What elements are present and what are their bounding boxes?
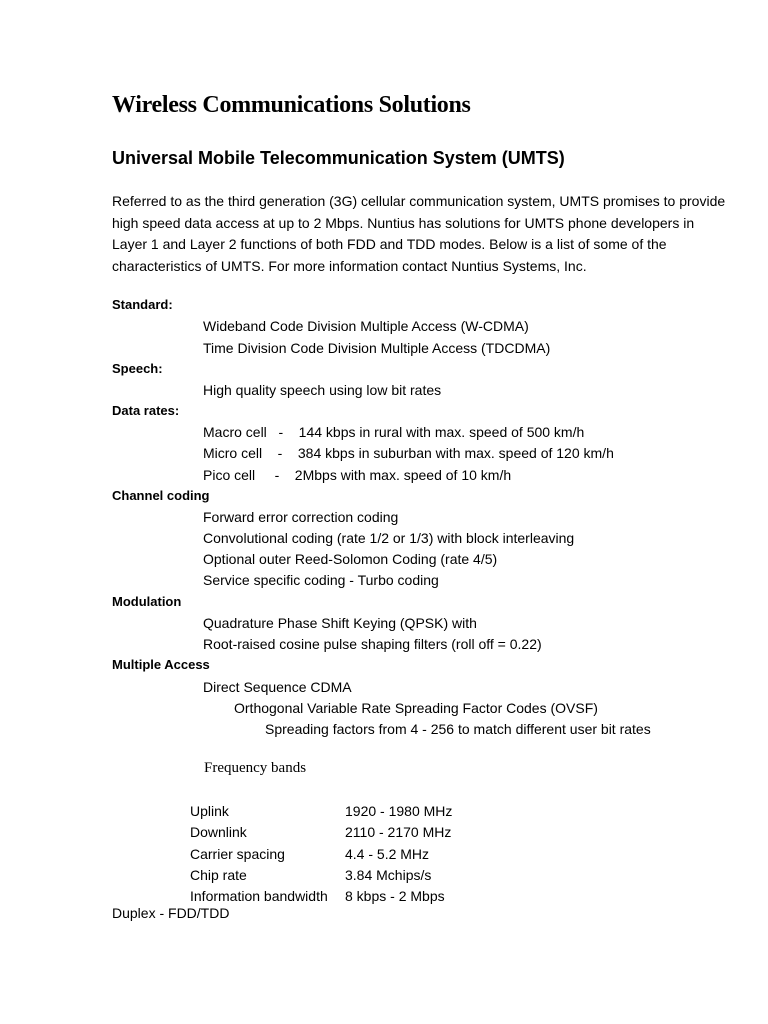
data-rate-item: Macro cell - 144 kbps in rural with max. speed of 500 km/h — [203, 424, 585, 440]
modulation-item: Root-raised cosine pulse shaping filters (roll off = 0.22) — [203, 636, 542, 652]
data-rate-item: Pico cell - 2Mbps with max. speed of 10 km/h — [203, 467, 512, 483]
spec-value: 8 kbps - 2 Mbps — [345, 888, 445, 904]
standard-item: Wideband Code Division Multiple Access (W-CDMA) — [203, 318, 529, 334]
duplex-note: Duplex - FDD/TDD — [112, 905, 230, 921]
spec-label: Information bandwidth — [190, 888, 328, 904]
intro-line: high speed data access at up to 2 Mbps. Nuntius has solutions for UMTS phone developers in — [112, 214, 695, 231]
multiple-access-item: Spreading factors from 4 - 256 to match different user bit rates — [265, 721, 651, 737]
spec-value: 1920 - 1980 MHz — [345, 803, 453, 819]
standard-item: Time Division Code Division Multiple Access (TDCDMA) — [203, 340, 551, 356]
multiple-access-item: Direct Sequence CDMA — [203, 679, 352, 695]
modulation-item: Quadrature Phase Shift Keying (QPSK) with — [203, 615, 477, 631]
multiple-access-heading: Multiple Access — [112, 657, 210, 672]
speech-heading: Speech: — [112, 361, 163, 376]
channel-coding-item: Convolutional coding (rate 1/2 or 1/3) with block interleaving — [203, 530, 575, 546]
speech-item: High quality speech using low bit rates — [203, 382, 442, 398]
page-title: Wireless Communications Solutions — [112, 92, 471, 118]
multiple-access-item: Orthogonal Variable Rate Spreading Factor Codes (OVSF) — [234, 700, 598, 716]
modulation-heading: Modulation — [112, 594, 182, 609]
channel-coding-heading: Channel coding — [112, 488, 210, 503]
spec-value: 4.4 - 5.2 MHz — [345, 846, 430, 862]
data-rate-item: Micro cell - 384 kbps in suburban with max. speed of 120 km/h — [203, 445, 614, 461]
spec-value: 3.84 Mchips/s — [345, 867, 432, 883]
section-title: Universal Mobile Telecommunication System (UMTS) — [112, 148, 565, 168]
spec-label: Carrier spacing — [190, 846, 285, 862]
intro-line: Layer 1 and Layer 2 functions of both FDD and TDD modes. Below is a list of some of the — [112, 236, 667, 252]
standard-heading: Standard: — [112, 297, 173, 312]
data-rates-heading: Data rates: — [112, 403, 180, 418]
spec-value: 2110 - 2170 MHz — [345, 824, 452, 840]
spec-label: Chip rate — [190, 867, 247, 883]
intro-paragraph — [112, 191, 732, 277]
channel-coding-item: Optional outer Reed-Solomon Coding (rate 4/5) — [203, 551, 498, 567]
channel-coding-item: Service specific coding - Turbo coding — [203, 572, 439, 588]
spec-label: Uplink — [190, 803, 229, 819]
intro-line: Referred to as the third generation (3G) cellular communication system, UMTS promises to provide — [112, 193, 726, 209]
intro-line: characteristics of UMTS. For more information contact Nuntius Systems, Inc. — [112, 257, 587, 274]
channel-coding-item: Forward error correction coding — [203, 509, 399, 525]
spec-label: Downlink — [190, 824, 247, 840]
frequency-bands-heading: Frequency bands — [204, 760, 307, 776]
